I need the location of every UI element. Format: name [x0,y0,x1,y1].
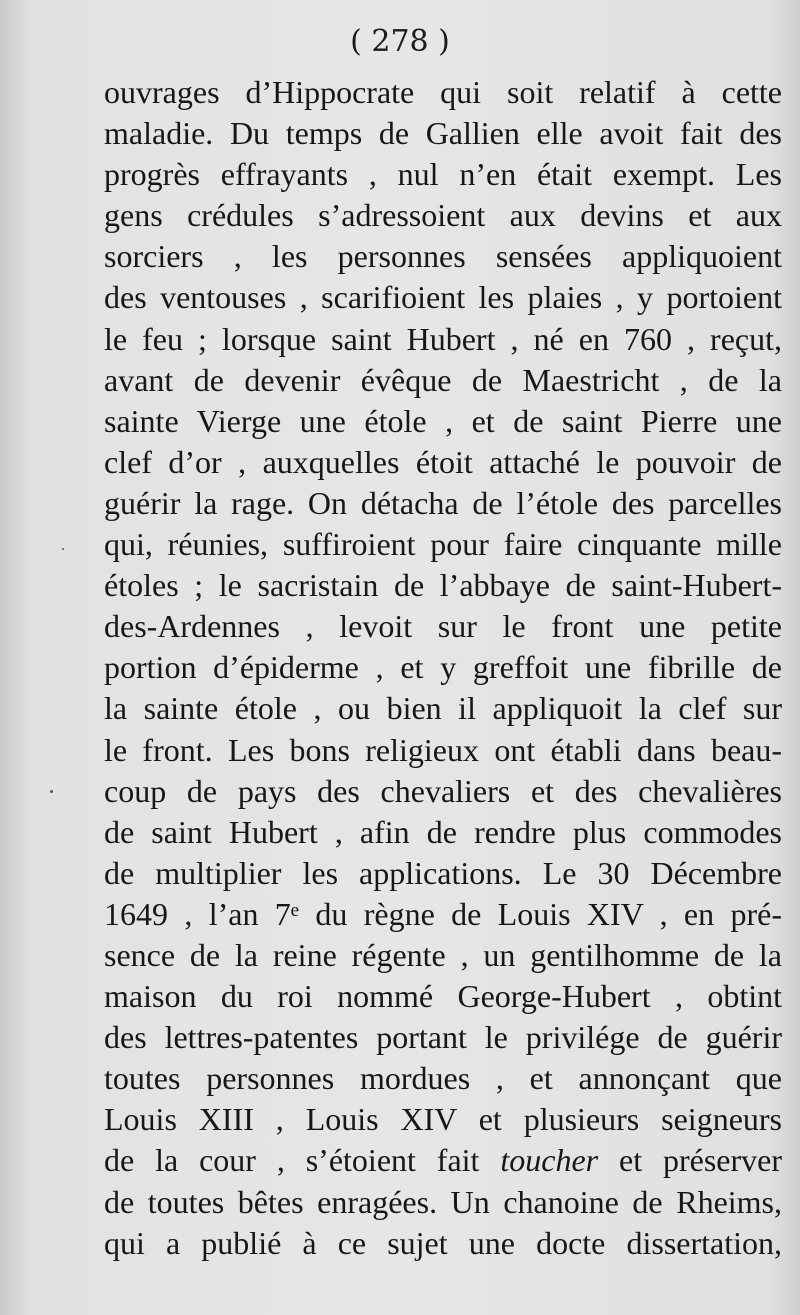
text-line [104,1223,782,1264]
text-line [104,113,782,154]
line-text: qui, réunies, suffiroient pour faire cinquante mille [104,526,782,563]
text-line [104,319,782,360]
italic-word: toucher [500,1142,599,1179]
ink-speck [62,548,64,550]
line-text: de saint Hubert , afin de rendre plus commodes [104,813,782,850]
ink-speck [50,790,53,793]
text-line [104,1017,782,1058]
text-line [104,236,782,277]
line-text: la sainte étole , ou bien il appliquoit la clef sur [104,690,782,727]
text-line [104,1140,782,1181]
body-text [104,72,782,1264]
line-text: qui a publié à ce sujet une docte dissertation, [104,1224,782,1261]
text-line [104,647,782,688]
line-text: sorciers , les personnes sensées appliquoient [104,238,782,275]
line-text: sence de la reine régente , un gentilhomme de la [104,936,782,973]
text-line [104,853,782,894]
line-text: ouvrages d’Hippocrate qui soit relatif à cette [104,74,782,110]
line-text: toutes personnes mordues , et annonçant que [104,1060,782,1097]
text-line [104,976,782,1017]
text-line [104,1099,782,1140]
page-number: ( 278 ) [350,24,450,59]
line-text: étoles ; le sacristain de l’abbaye de saint-Hubert- [104,567,782,604]
text-line [104,812,782,853]
line-text: maladie. Du temps de Gallien elle avoit fait des [104,115,782,152]
text-line [104,483,782,524]
text-line [104,442,782,483]
text-line [104,565,782,606]
line-text: de toutes bêtes enragées. Un chanoine de Rheims, [104,1183,782,1220]
line-text: et préserver [598,1142,783,1179]
line-text: des lettres-patentes portant le privilége de guérir [104,1019,782,1056]
text-line [104,1182,782,1223]
line-text: coup de pays des chevaliers et des chevalières [104,772,782,809]
line-text: maison du roi nommé George-Hubert , obtint [104,978,782,1015]
text-line [104,72,782,113]
line-text: gens crédules s’adressoient aux devins et aux [104,197,782,234]
text-line [104,935,782,976]
line-text: guérir la rage. On détacha de l’étole des parcelles [104,484,782,521]
text-line [104,195,782,236]
text-line [104,360,782,401]
line-text: clef d’or , auxquelles étoit attaché le pouvoir de [104,443,782,480]
line-text: des-Ardennes , levoit sur le front une petite [104,608,782,645]
line-text: Louis XIII , Louis XIV et plusieurs seigneurs [104,1101,782,1138]
line-text: de la cour , s’étoient fait [104,1142,501,1179]
text-line [104,894,782,935]
line-text: 1649 , l’an 7ᵉ du règne de Louis XIV , en pré- [104,895,782,932]
text-line [104,730,782,771]
line-text: avant de devenir évêque de Maestricht , de la [104,361,782,398]
line-text: de multiplier les applications. Le 30 Décembre [104,854,782,891]
line-text: sainte Vierge une étole , et de saint Pierre une [104,402,782,439]
line-text: progrès effrayants , nul n’en était exempt. Les [104,156,782,193]
line-text: des ventouses , scarifioient les plaies , y portoient [104,279,782,316]
text-line [104,401,782,442]
line-text: portion d’épiderme , et y greffoit une fibrille de [104,649,782,686]
line-text: le front. Les bons religieux ont établi dans beau- [104,731,782,768]
text-line [104,688,782,729]
text-line [104,606,782,647]
text-line [104,277,782,318]
text-line [104,771,782,812]
text-line [104,524,782,565]
text-line [104,154,782,195]
line-text: le feu ; lorsque saint Hubert , né en 760 , reçut, [104,320,782,357]
text-line [104,1058,782,1099]
